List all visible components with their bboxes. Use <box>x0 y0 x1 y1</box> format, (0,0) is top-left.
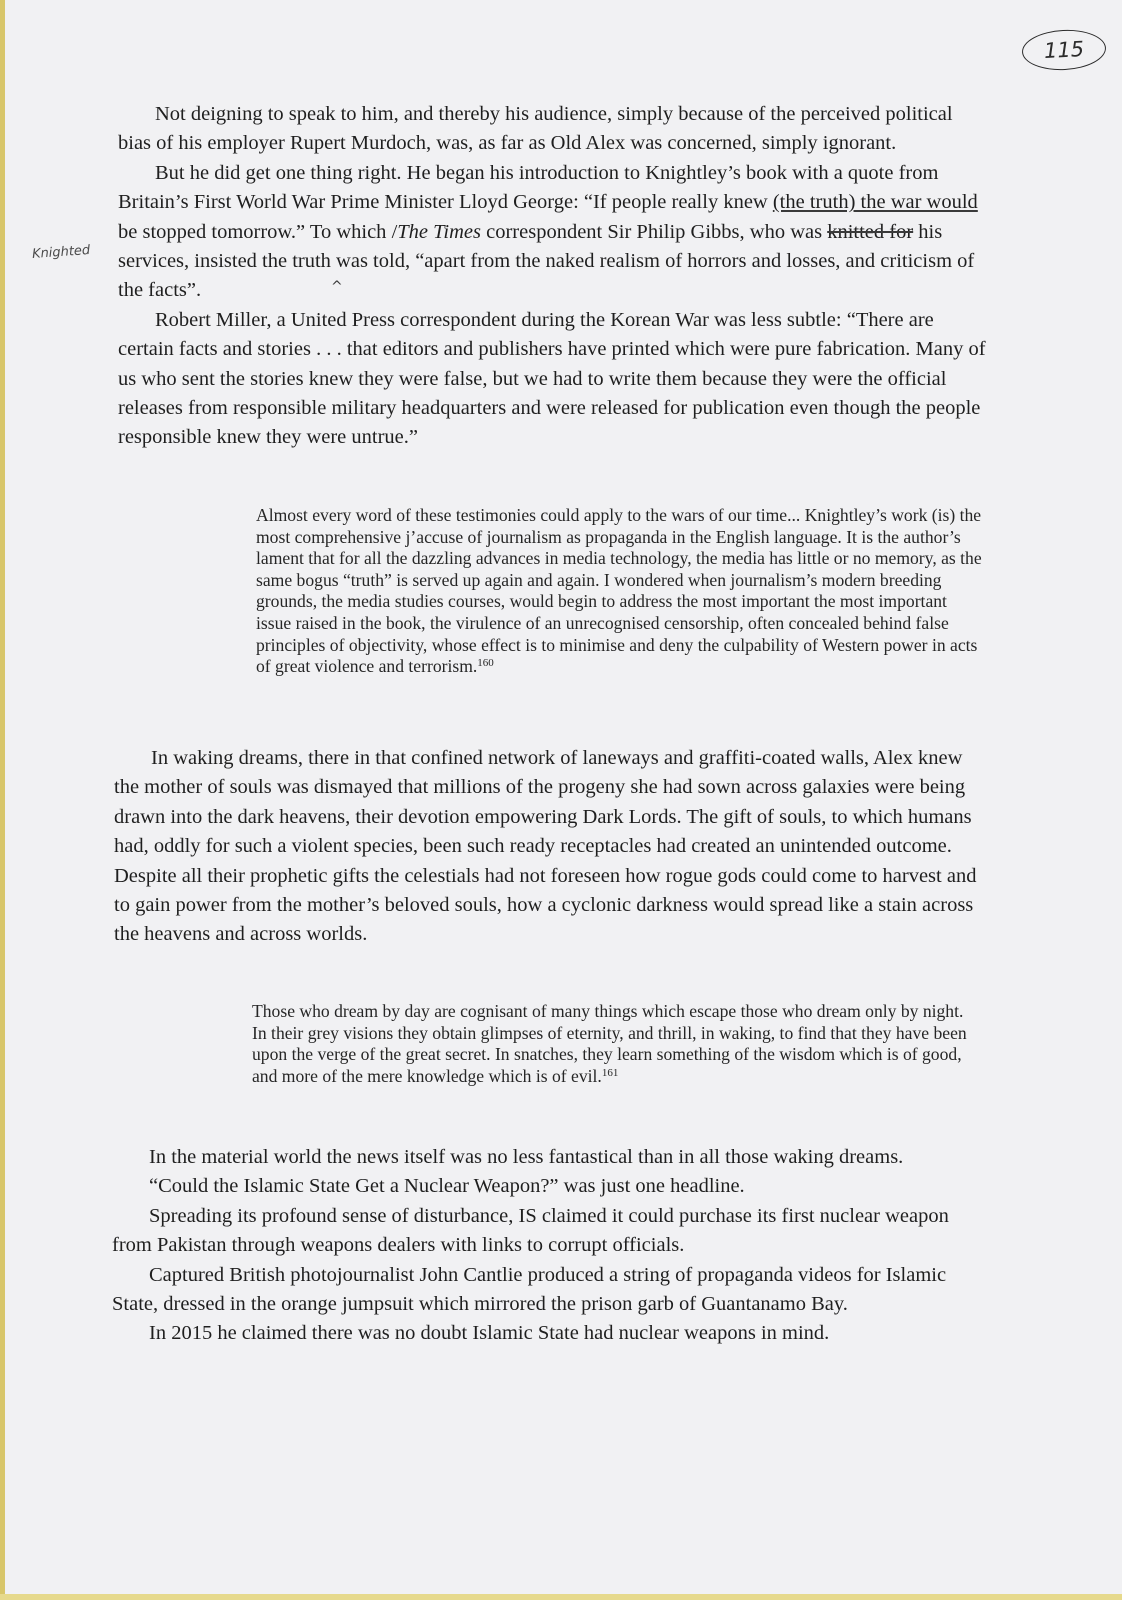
handwritten-margin-note: Knighted <box>31 242 91 263</box>
lloyd-george-text-c: correspondent Sir Philip Gibbs, who was <box>481 220 828 243</box>
quote-knightley-text <box>256 505 984 678</box>
slash-mark: / <box>391 220 398 243</box>
struck-through-phrase: knitted for <box>827 220 914 243</box>
body-block-2 <box>114 744 982 950</box>
handwritten-page-number <box>1021 28 1107 72</box>
paragraph-waking-dreams: In waking dreams, there in that confined network of laneways and graffiti-coated walls, Alex knew the mother of souls was dismayed that millions of the progeny she had sown across galaxies were being drawn into the dark heavens, their devotion empowering Dark Lords. The gift of souls, to which humans had, oddly for such a violent species, been such ready receptacles had created an unintended outcome. Despite all their prophetic gifts the celestials had not foreseen how rogue gods could come to harvest and to gain power from the mother’s beloved souls, how a cyclonic darkness would spread like a stain across the heavens and across worlds. <box>114 747 977 946</box>
quote-dream-body: Those who dream by day are cognisant of many things which escape those who dream only by night. In their grey visions they obtain glimpses of eternity, and thrill, in waking, to find that they have been upon the verge of the great secret. In snatches, they learn something of the wisdom which is of good, and more of the mere knowledge which is of evil. <box>252 1001 967 1086</box>
paragraph-murdoch: Not deigning to speak to him, and thereby his audience, simply because of the perceived political bias of his employer Rupert Murdoch, was, as far as Old Alex was concerned, simply ignorant. <box>118 103 953 155</box>
paragraph-is-nuclear: Spreading its profound sense of disturbance, IS claimed it could purchase its first nuclear weapon from Pakistan through weapons dealers with links to corrupt officials. <box>112 1204 949 1257</box>
lloyd-george-text-b: be stopped tomorrow.” To which <box>118 220 392 243</box>
paragraph-2015-claim: In 2015 he claimed there was no doubt Islamic State had nuclear weapons in mind. <box>149 1322 830 1345</box>
paragraph-cantlie: Captured British photojournalist John Cantlie produced a string of propaganda videos for Islamic State, dressed in the orange jumpsuit which mirrored the prison garb of Guantanamo Bay. <box>112 1263 947 1316</box>
block-quote-dream <box>252 1001 980 1087</box>
lloyd-george-text-a: But he did get one thing right. He began his introduction to Knightley’s book with a quote from Britain’s First World War Prime Minister Lloyd George: “If people really knew <box>118 161 939 214</box>
footnote-marker-160: 160 <box>477 657 494 670</box>
lloyd-george-text-d: his services, insisted the truth was told, “apart from the naked realism of horrors and losses, and criticism of the facts”. <box>118 220 975 302</box>
newspaper-title: The Times <box>397 220 481 243</box>
paragraph-lloyd-george <box>118 159 986 306</box>
quote-knightley-body: Almost every word of these testimonies could apply to the wars of our time... Knightley’s work (is) the most comprehensive j’accuse of journalism as propaganda in the English language. It is the author’s lament that for all the dazzling advances in media technology, the media has little or no memory, as the same bogus “truth” is served up again and again. I wondered when journalism’s modern breeding grounds, the media studies courses, would begin to address the most important the most important issue raised in the book, the virulence of an unrecognised censorship, often concealed behind false principles of objectivity, whose effect is to minimise and deny the culpability of Western power in acts of great violence and terrorism. <box>256 505 982 677</box>
body-block-3 <box>112 1143 980 1349</box>
page-number-text: 115 <box>1043 36 1085 64</box>
insertion-caret-mark: ^ <box>331 279 343 295</box>
footnote-marker-161: 161 <box>601 1066 619 1079</box>
block-quote-knightley <box>256 505 984 678</box>
body-block-1 <box>118 100 986 453</box>
underlined-phrase: (the truth) the war would <box>772 191 978 214</box>
paragraph-material-world: In the material world the news itself was no less fantastical than in all those waking dreams. <box>149 1146 904 1168</box>
paragraph-robert-miller: Robert Miller, a United Press correspondent during the Korean War was less subtle: “There are certain facts and stories . . . that editors and publishers have printed which were pure fabrication. Many of us who sent the stories knew they were false, but we had to write them because they were the official releases from responsible military headquarters and were released for publication even though the people responsible knew they were untrue.” <box>118 308 986 449</box>
quote-dream-text <box>252 1001 980 1087</box>
paragraph-headline: “Could the Islamic State Get a Nuclear Weapon?” was just one headline. <box>149 1175 745 1198</box>
